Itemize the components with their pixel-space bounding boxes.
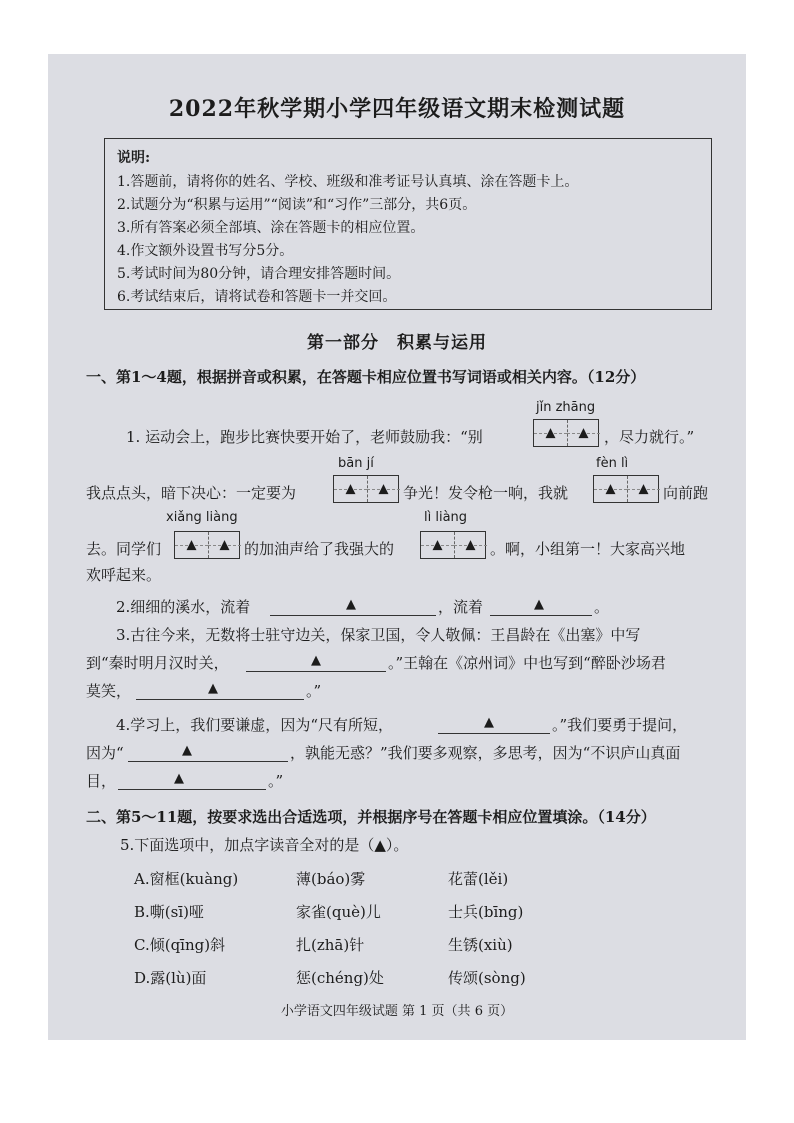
- triangle-mark-icon: ▲: [638, 481, 649, 497]
- triangle-mark-icon: ▲: [578, 425, 589, 441]
- section-1-heading: 一、第1～4题，根据拼音或积累，在答题卡相应位置书写词语或相关内容。（12分）: [86, 368, 646, 386]
- answer-blank[interactable]: [270, 615, 436, 616]
- q1-line1-end: ，尽力就行。”: [604, 428, 695, 446]
- answer-blank[interactable]: [246, 671, 386, 672]
- option-a-1: A.窗框(kuàng): [134, 870, 239, 888]
- section-2-heading: 二、第5～11题，按要求选出合适选项，并根据序号在答题卡相应位置填涂。（14分）: [86, 808, 656, 826]
- option-b-3: 士兵(bīng): [448, 903, 524, 921]
- answer-grid-fenli[interactable]: [593, 475, 659, 503]
- q4-line3a: 目，: [86, 772, 117, 790]
- q4-line2a: 因为“: [86, 744, 124, 762]
- q3-line2b: 。”王翰在《凉州词》中也写到“醉卧沙场君: [388, 654, 666, 672]
- triangle-mark-icon: ▲: [465, 537, 476, 553]
- triangle-mark-icon: ▲: [345, 481, 356, 497]
- option-a-3: 花蕾(lěi): [448, 870, 509, 888]
- instruction-line: 6.考试结束后，请将试卷和答题卡一并交回。: [117, 289, 397, 305]
- option-c-2: 扎(zhā)针: [296, 936, 365, 954]
- answer-grid-xiangliang[interactable]: [174, 531, 240, 559]
- answer-grid-jinzhang[interactable]: [533, 419, 599, 447]
- part-heading: 第一部分 积累与运用: [307, 333, 487, 353]
- q2-text-b: ，流着: [438, 598, 484, 616]
- answer-grid-banji[interactable]: [333, 475, 399, 503]
- q1-line2b: 争光！发令枪一响，我就: [403, 484, 569, 502]
- option-b-1: B.嘶(sī)哑: [134, 903, 204, 921]
- q4-line1b: 。”我们要勇于提问，: [552, 716, 688, 734]
- triangle-mark-icon: ▲: [311, 653, 321, 668]
- exam-title: 2022年秋学期小学四年级语文期末检测试题: [168, 96, 626, 122]
- instructions-box: [104, 138, 712, 310]
- q4-line3b: 。”: [268, 772, 284, 790]
- triangle-mark-icon: ▲: [605, 481, 616, 497]
- option-d-1: D.露(lù)面: [134, 969, 207, 987]
- instruction-line: 1.答题前，请将你的姓名、学校、班级和准考证号认真填、涂在答题卡上。: [117, 174, 579, 190]
- option-b-2: 家雀(què)儿: [296, 903, 381, 921]
- triangle-mark-icon: ▲: [346, 597, 356, 612]
- triangle-mark-icon: ▲: [174, 771, 184, 786]
- q1-line3b: 的加油声给了我强大的: [244, 540, 395, 558]
- triangle-mark-icon: ▲: [545, 425, 556, 441]
- option-d-3: 传颂(sòng): [448, 969, 526, 987]
- q3-line3a: 莫笑，: [86, 682, 132, 700]
- q1-line1: 1. 运动会上，跑步比赛快要开始了，老师鼓励我：“别: [126, 428, 483, 446]
- triangle-mark-icon: ▲: [186, 537, 197, 553]
- q5-stem: 5.下面选项中，加点字读音全对的是（▲）。: [120, 836, 409, 854]
- answer-blank[interactable]: [438, 733, 550, 734]
- triangle-mark-icon: ▲: [208, 681, 218, 696]
- triangle-mark-icon: ▲: [182, 743, 192, 758]
- exam-page: [48, 54, 746, 1040]
- triangle-mark-icon: ▲: [219, 537, 230, 553]
- pinyin-banji: bān jí: [338, 456, 374, 471]
- answer-blank[interactable]: [136, 699, 304, 700]
- q4-line1a: 4.学习上，我们要谦虚，因为“尺有所短，: [116, 716, 393, 734]
- option-d-2: 惩(chéng)处: [296, 969, 384, 987]
- page-footer: 小学语文四年级试题 第 1 页（共 6 页）: [280, 1004, 514, 1019]
- q2-text-c: 。: [594, 598, 610, 616]
- instruction-line: 4.作文额外设置书写分5分。: [117, 243, 294, 259]
- option-a-2: 薄(báo)雾: [296, 870, 366, 888]
- q1-line2a: 我点点头，暗下决心：一定要为: [86, 484, 297, 502]
- answer-blank[interactable]: [128, 761, 288, 762]
- q3-line2a: 到“秦时明月汉时关，: [86, 654, 229, 672]
- pinyin-fenli: fèn lì: [596, 456, 629, 471]
- q1-line4: 欢呼起来。: [86, 566, 162, 584]
- q3-line1: 3.古往今来，无数将士驻守边关，保家卫国，令人敬佩：王昌龄在《出塞》中写: [116, 626, 641, 644]
- answer-grid-liliang[interactable]: [420, 531, 486, 559]
- option-c-1: C.倾(qīng)斜: [134, 936, 226, 954]
- pinyin-liliang: lì liàng: [424, 510, 468, 525]
- option-c-3: 生锈(xiù): [448, 936, 513, 954]
- triangle-mark-icon: ▲: [484, 715, 494, 730]
- instruction-line: 3.所有答案必须全部填、涂在答题卡的相应位置。: [117, 220, 425, 236]
- triangle-mark-icon: ▲: [378, 481, 389, 497]
- q1-line2c: 向前跑: [663, 484, 709, 502]
- instruction-line: 5.考试时间为80分钟，请合理安排答题时间。: [117, 266, 401, 282]
- triangle-mark-icon: ▲: [432, 537, 443, 553]
- q1-line3c: 。啊，小组第一！大家高兴地: [490, 540, 686, 558]
- q2-text-a: 2.细细的溪水，流着: [116, 598, 251, 616]
- answer-blank[interactable]: [118, 789, 266, 790]
- answer-blank[interactable]: [490, 615, 592, 616]
- pinyin-xiangliang: xiǎng liàng: [166, 510, 238, 525]
- instruction-line: 2.试题分为“积累与运用”“阅读”和“习作”三部分，共6页。: [117, 197, 477, 213]
- q3-line3b: 。”: [306, 682, 322, 700]
- q1-line3a: 去。同学们: [86, 540, 162, 558]
- q4-line2b: ，孰能无惑？”我们要多观察，多思考，因为“不识庐山真面: [290, 744, 681, 762]
- pinyin-jinzhang: jǐn zhāng: [536, 400, 596, 415]
- instructions-heading: 说明:: [117, 150, 151, 166]
- triangle-mark-icon: ▲: [534, 597, 544, 612]
